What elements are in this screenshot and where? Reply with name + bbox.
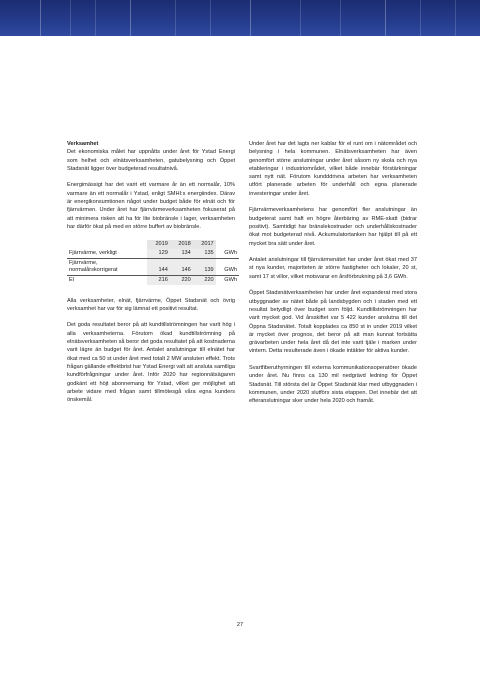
row-label: Fjärrvärme, normalårskorrigerat [67,258,147,275]
paragraph: Öppet Stadsnätverksamheten har under året expanderat med stora utbyggnader av nätet både på landsbygden och i staden med ett resultat betydligt över budget som följd. Kundtillströmningen har varit mycket god. Vid årsskiftet var 5 422 kunder anslutna till det Öppna Stadsnätet. Totalt kopplades ca 850 st in under 2019 vilket är mycket över prognos, det beror på att man kunnat fortsätta grävarbeten under hela året då det inte varit tjäle i marken under vintern. Detta resulterade även i ökade intäkter för aktiva kunder. [249,290,417,355]
left-column [67,140,235,413]
paragraph: Svartfiberuthyrningen till externa kommunikationsoperatörer ökade under året. Nu finns ca 130 mil nedgrävd ledning för Öppet Stadsnät. Till största del är Öppet Stadsnät klar med utbyggnaden i kommunen, under 2020 slutförs sista etappen. Det innebär det att efteranslutningar sker under hela 2020 och framåt. [249,365,417,405]
paragraph: Fjärrvärmeverksamhetens har genomfört fler anslutningar än budgeterat samt haft en högre återbäring av RME-skatt (bidrar positivt). Samtidigt har bränslekostnader och underhållskostnader ökat mot budgeterad nivå. Ackumulatortanken har hjälpt till på ett mycket bra sätt under året. [249,207,417,247]
cell-value: 129 [147,249,170,259]
header-stripe [250,0,251,36]
energy-table [67,240,239,285]
cell-value: 134 [170,249,193,259]
header-stripe [455,0,456,36]
header-stripe [95,0,96,36]
table-header-year: 2017 [193,240,216,249]
table-header-year: 2019 [147,240,170,249]
right-column [249,140,417,414]
header-stripe [70,0,71,36]
table-header-year: 2018 [170,240,193,249]
cell-unit: GWh [216,258,239,275]
cell-value: 139 [193,258,216,275]
header-stripe [175,0,176,36]
row-label: Fjärrvärme, verkligt [67,249,147,259]
paragraph: Det ekonomiska målet har uppnåtts under året för Ystad Energi som helhet och elnätsverksamheten, gatubelysning och Öppet Stadsnät ligger över budgeterad resultatnivå. [67,149,235,172]
cell-value: 135 [193,249,216,259]
cell-unit: GWh [216,249,239,259]
header-stripe [300,0,301,36]
table-row [67,258,239,275]
paragraph: Det goda resultatet beror på att kundtillströmningen har varit hög i alla verksamheterna. Förutom ökad kundtillströmning på elnätsverksamheten så beror det goda resultatet på att kostnaderna varit lägre än budget för året. Antalet anslutningar till elnätet har ökat med ca 50 st under året med totalt 2 MW ansluten effekt. Trots frågan gällande effektbrist har Ystad Energi valt att ansluta samtliga kundförfrågningar under året. Inför 2020 har regionnätsägaren godkänt ett höjt abonnemang för Ystad, vilket ger möjlighet att arbete vidare med frågan samt tillmötesgå våra egna kunders önskemål. [67,322,235,404]
header-stripe [340,0,341,36]
paragraph: Energimässigt har det varit ett varmare år än ett normalår, 10% varmare än ett normalår i Ystad, enligt SMHI:s energiindex. Därav är energikonsumtionen något under budget både för elnät och för fjärrvärmen. Under året har fjärrvärmeverksamheten fokuserat på att minimera risken att ha för lite biobränsle i lager, verksamheten har därför ökat på med en större buffert av biobränsle. [67,182,235,230]
paragraph: Under året har det lagts ner kablar för el runt om i nätområdet och belysning i hela kommunen. Elnätsverksamheten har även genomfört större anslutningar under året såsom ny skola och nya etableringar i industriområdet, vilket både innebär förstärkningar samt nytt nät. Förutom kundddrivna arbeten har verksamheten utfört planerade arbeten för underhåll och egna planerade investeringar under året. [249,141,417,197]
cell-value: 220 [193,275,216,285]
header-stripe [385,0,386,36]
cell-value: 220 [170,275,193,285]
page-number: 27 [236,622,244,628]
cell-value: 144 [147,258,170,275]
header-stripe [40,0,41,36]
cell-unit: GWh [224,276,237,283]
cell-value: 216 [147,275,170,285]
header-stripe [420,0,421,36]
row-label: El [69,276,74,283]
table-row [67,249,239,259]
header-stripe [210,0,211,36]
section-heading: Verksamhet [67,141,99,147]
header-band [0,0,480,36]
paragraph: Antalet anslutningar till fjärrvärmenätet har under året ökat med 37 st nya kunder, majoriteten är större fastigheter och lokaler, 20 st, samt 17 st villor, vilket motsvarar en årsförbrukning på 3,6 GWh. [249,257,417,280]
cell-value: 146 [170,258,193,275]
header-stripe [130,0,131,36]
table-row [67,275,239,285]
paragraph: Alla verksamheter, elnät, fjärrvärme, Öppet Stadsnät och övrig verksamhet har var för sig lämnat ett positivt resultat. [67,297,235,312]
